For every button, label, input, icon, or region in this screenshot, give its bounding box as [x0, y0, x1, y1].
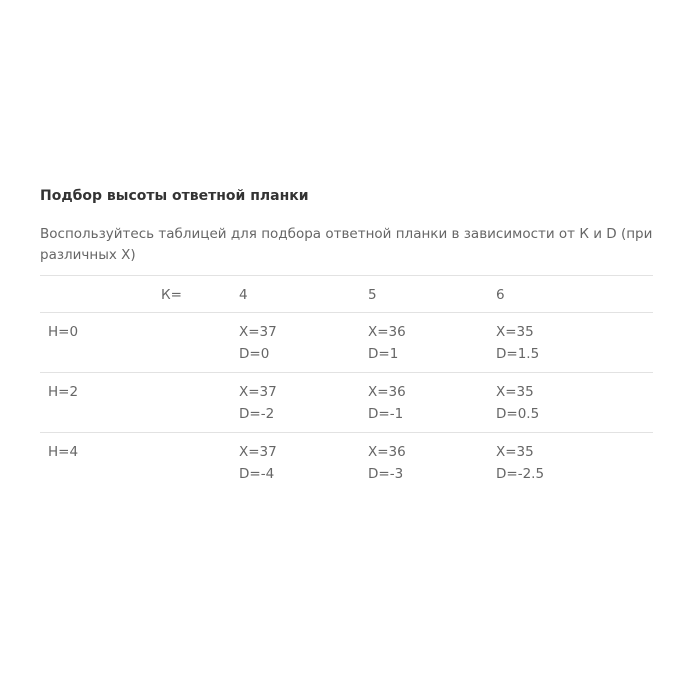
- d-value: D=0.5: [496, 406, 540, 422]
- value-cell: [496, 313, 653, 373]
- x-value: Х=35: [496, 444, 534, 460]
- d-value: D=1: [368, 346, 399, 362]
- value-cell: [496, 433, 653, 493]
- content: [40, 186, 653, 493]
- table-row: [40, 433, 653, 493]
- k-value-cell: 6: [496, 276, 653, 313]
- row-label-cell: Н=0: [40, 313, 161, 373]
- header-empty-cell: [40, 276, 161, 313]
- x-value: Х=35: [496, 384, 534, 400]
- d-value: D=-4: [239, 466, 275, 482]
- x-value: Х=36: [368, 444, 406, 460]
- value-cell: [239, 373, 368, 433]
- x-value: Х=37: [239, 324, 277, 340]
- k-label-cell: К=: [161, 276, 239, 313]
- table-row: [40, 313, 653, 373]
- value-cell: [239, 433, 368, 493]
- x-value: Х=35: [496, 324, 534, 340]
- intro-text: Воспользуйтесь таблицей для подбора ответной планки в зависимости от К и D (при различных Х): [40, 226, 653, 263]
- x-value: Х=36: [368, 324, 406, 340]
- section-title: Подбор высоты ответной планки: [40, 188, 309, 204]
- value-cell: [239, 313, 368, 373]
- table-header-row: [40, 276, 653, 313]
- x-value: Х=37: [239, 384, 277, 400]
- d-value: D=-1: [368, 406, 404, 422]
- value-cell: [368, 433, 496, 493]
- value-cell: [496, 373, 653, 433]
- row-label-cell: Н=4: [48, 444, 79, 460]
- row-label-cell: Н=2: [40, 373, 161, 433]
- empty-cell: [161, 313, 239, 373]
- table-row: [40, 373, 653, 433]
- d-value: D=-3: [368, 466, 404, 482]
- empty-cell: [161, 433, 239, 493]
- k-value-cell: 4: [239, 276, 368, 313]
- value-cell: [368, 313, 496, 373]
- x-value: Х=36: [368, 384, 406, 400]
- d-value: D=-2: [239, 406, 275, 422]
- d-value: D=-2.5: [496, 466, 545, 482]
- k-value-cell: 5: [368, 276, 496, 313]
- empty-cell: [161, 373, 239, 433]
- value-cell: [368, 373, 496, 433]
- d-value: D=1.5: [496, 346, 540, 362]
- strike-plate-table: [40, 275, 653, 493]
- d-value: D=0: [239, 346, 270, 362]
- x-value: Х=37: [239, 444, 277, 460]
